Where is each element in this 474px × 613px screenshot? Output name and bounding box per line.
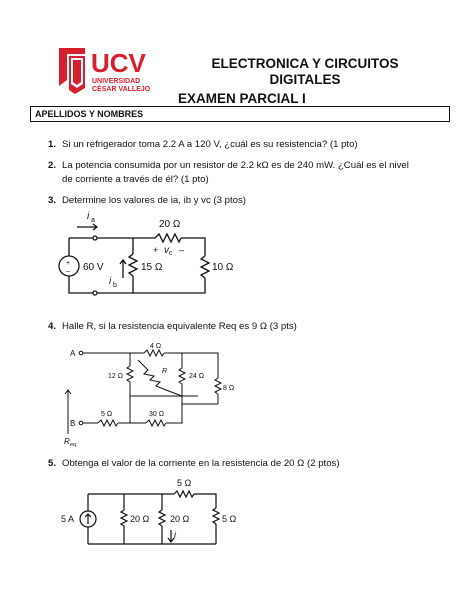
wire-top-right <box>181 238 205 256</box>
node-b-label: B <box>70 419 76 428</box>
r12-label: 12 Ω <box>108 373 123 380</box>
resistor-24-zigzag <box>179 368 185 384</box>
question-4 <box>48 320 297 334</box>
resistor-10-zigzag <box>201 256 209 278</box>
r15-label: 15 Ω <box>141 262 163 273</box>
resistor-5-right-zigzag <box>213 508 219 524</box>
resistor-5-top-zigzag <box>174 491 194 497</box>
resistor-20b-zigzag <box>159 510 165 526</box>
logo-shield-inner <box>73 60 81 85</box>
university-logo <box>55 40 185 100</box>
ia-sub: a <box>91 217 95 224</box>
resistor-8-zigzag <box>215 378 221 394</box>
r30-label: 30 Ω <box>149 411 164 418</box>
question-3 <box>48 194 246 208</box>
i-label: i <box>174 530 176 540</box>
circuit-diagram-4 <box>58 338 248 448</box>
terminal <box>93 291 97 295</box>
question-text: Determine los valores de ia, ib y vc (3 ptos) <box>62 195 246 206</box>
resistor-20a-zigzag <box>121 510 127 526</box>
resistor-20-zigzag <box>155 234 181 242</box>
resistor-30-zigzag <box>146 420 166 426</box>
r-label: R <box>162 368 168 375</box>
course-title-line1: ELECTRONICA Y CIRCUITOS <box>211 56 399 71</box>
wire-top-right <box>194 494 216 508</box>
source-label: 5 A <box>61 514 75 524</box>
wire-bottom-mid <box>118 396 146 423</box>
node-a-label: A <box>70 349 76 358</box>
r5-right-label: 5 Ω <box>222 514 237 524</box>
r20a-label: 20 Ω <box>130 514 150 524</box>
question-text: La potencia consumida por un resistor de 2.2 kΩ es de 240 mW. ¿Cuál es el nivel <box>62 160 409 171</box>
question-number: 1. <box>48 139 57 150</box>
ib-label: i <box>109 276 112 287</box>
ia-arrow <box>77 224 97 230</box>
course-title-line2: DIGITALES <box>269 72 341 87</box>
logo-line1-text: UNIVERSIDAD <box>92 78 141 85</box>
src-plus: + <box>66 260 71 267</box>
terminal-b <box>79 421 83 425</box>
question-text: Halle R, si la resistencia equivalente Req es 9 Ω (3 pts) <box>62 321 297 332</box>
vc-sub: c <box>169 250 173 257</box>
req-label: R <box>64 437 70 446</box>
question-2 <box>48 159 409 187</box>
resistor-4-zigzag <box>144 350 164 356</box>
question-number: 3. <box>48 195 57 206</box>
vc-minus: – <box>179 245 185 255</box>
question-number: 2. <box>48 160 57 171</box>
question-text: Obtenga el valor de la corriente en la resistencia de 20 Ω (2 ptos) <box>62 458 340 469</box>
r20b-label: 20 Ω <box>170 514 190 524</box>
circuit-diagram-3 <box>55 208 255 303</box>
ib-sub: b <box>113 282 117 289</box>
resistor-12-zigzag <box>127 366 133 382</box>
vc-plus: + <box>153 245 159 255</box>
question-1 <box>48 138 358 152</box>
question-text: Si un refrigerador toma 2.2 A a 120 V, ¿cuál es su resistencia? (1 pto) <box>62 139 358 150</box>
name-field[interactable]: APELLIDOS Y NOMBRES <box>30 106 450 122</box>
source-label: 60 V <box>83 262 104 273</box>
r24-label: 24 Ω <box>189 373 204 380</box>
resistor-5-zigzag <box>98 420 118 426</box>
r8-label: 8 Ω <box>223 385 235 392</box>
vc-label: v <box>164 245 169 256</box>
exam-title: EXAMEN PARCIAL I <box>178 91 306 106</box>
r20-label: 20 Ω <box>159 219 181 230</box>
r5-top-label: 5 Ω <box>177 478 192 488</box>
ib-arrow <box>120 260 126 278</box>
r10-label: 10 Ω <box>212 262 234 273</box>
logo-line2-text: CÉSAR VALLEJO <box>92 86 151 93</box>
question-number: 4. <box>48 321 57 332</box>
wire-bottom-right <box>166 396 218 423</box>
src-minus: – <box>66 268 70 275</box>
r4-label: 4 Ω <box>150 343 162 350</box>
terminal <box>93 236 97 240</box>
question-text-cont: de corriente a través de él? (1 pto) <box>62 174 209 185</box>
ia-label: i <box>87 211 90 222</box>
resistor-r-diagonal <box>138 360 182 396</box>
question-5 <box>48 457 340 471</box>
req-sub: eq <box>70 442 77 448</box>
terminal-a <box>79 351 83 355</box>
r5-label: 5 Ω <box>101 411 113 418</box>
circuit-diagram-5 <box>58 476 248 556</box>
resistor-15-zigzag <box>129 254 137 276</box>
question-number: 5. <box>48 458 57 469</box>
logo-ucv-text: UCV <box>91 48 146 78</box>
